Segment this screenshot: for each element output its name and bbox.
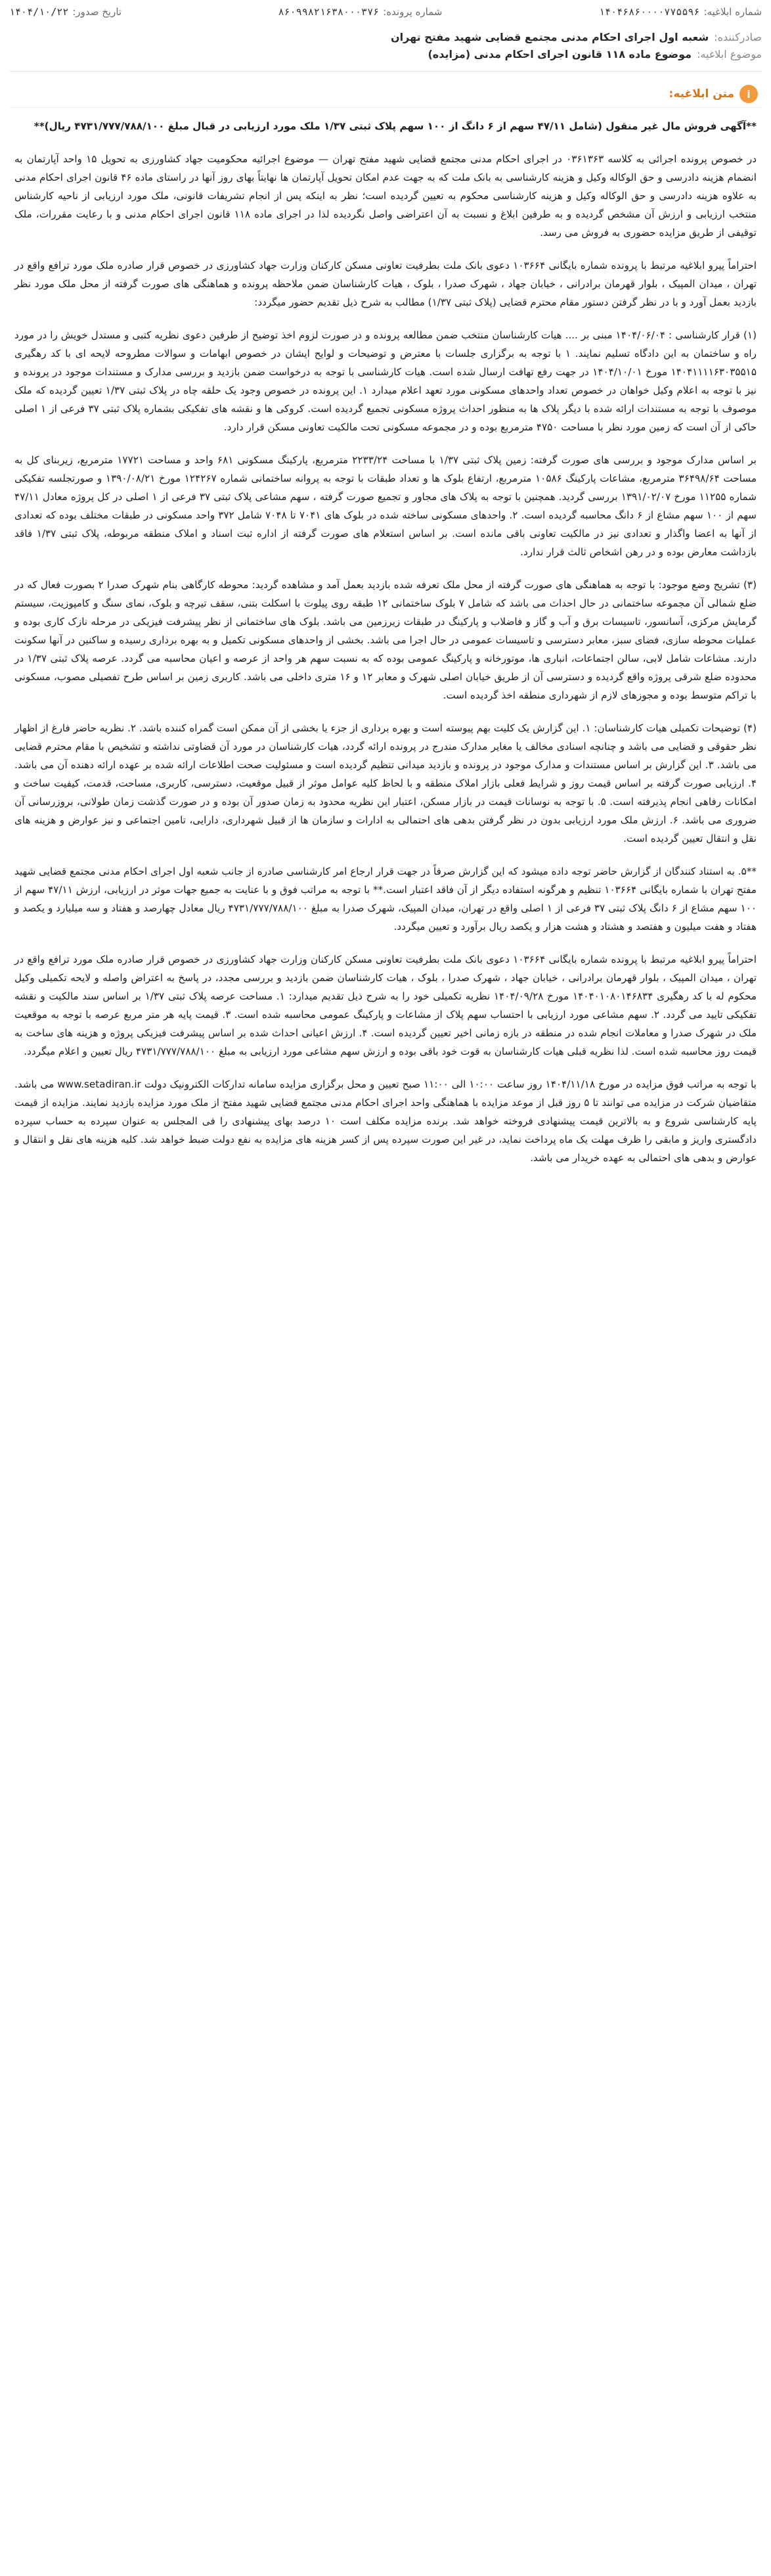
notice-paragraph: **۵. به استناد کنندگان از گزارش حاضر توجه داده میشود که این گزارش صرفاً در جهت قرار ارجاع امر کارشناسی صادره از جانب شعبه اول اجرای احکام مدنی مجتمع قضایی شهید مفتح تهران با شماره بایگانی ۱۰۳۶۶۴ تنظیم و هرگونه استفاده دیگر از آن فاقد اعتبار است.** با توجه به مراتب فوق و با عنایت به جمیع جهات موثر در ارزیابی، ارزش ۴۷/۱۱ سهم از ۱۰۰ سهم مشاع از ۶ دانگ پلاک ثبتی ۳۷ فرعی از ۱ اصلی واقع در تهران، میدان المپیک، شهرک صدرا به مبلغ ۴۷۳۱/۷۷۷/۷۸۸/۱۰۰ ریال معادل چهارصد و هفتاد و سه میلیارد و یکصد و هفتاد و هفت میلیون و هفتصد و هشتاد و هشت هزار و یکصد ریال برآورد و تعیین میگردد. <box>14 865 757 932</box>
case-number-label: شماره پرونده: <box>383 6 443 18</box>
notice-number <box>599 6 762 18</box>
info-icon: i <box>739 85 758 103</box>
subject-value: موضوع ماده ۱۱۸ قانون اجرای احکام مدنی (مزایده) <box>428 48 692 60</box>
issuer-value: شعبه اول اجرای احکام مدنی مجتمع قضایی شهید مفتح تهران <box>390 31 709 43</box>
notice-text-header <box>9 81 762 108</box>
notice-body <box>9 117 762 1167</box>
subject-label: موضوع ابلاغیه: <box>697 48 762 60</box>
case-number-value: ۸۶۰۹۹۸۲۱۶۳۸۰۰۰۳۷۶ <box>278 6 380 18</box>
notice-paragraph: احتراماً پیرو ابلاغیه مرتبط با پرونده شماره بایگانی ۱۰۳۶۶۴ دعوی بانک ملت بطرفیت تعاونی مسکن کارکنان وزارت جهاد کشاورزی در خصوص قرار صادره ملک مورد ترافع واقع در تهران ، میدان المپیک ، بلوار قهرمان برادرانی ، خیابان جهاد ، شهرک صدرا ، بلوک ، هیات کارشناسان ضمن بازدید و بررسی مجدد، در پاسخ به اعتراض واصله و لایحه تکمیلی وکیل محکوم له با کد رهگیری ۱۴۰۴۰۱۰۸۰۱۴۶۸۳۴ مورخ ۱۴۰۴/۰۹/۲۸ نظریه تکمیلی خود را به شرح ذیل تقدیم میدارد: ۱. مساحت عرصه پلاک ثبتی ۱/۳۷ بر اساس سند مالکیت و نقشه تفکیکی تایید می گردد. ۲. سهم مشاعی مورد ارزیابی با احتساب سهم پلاک از مشاعات و پارکینگ عمومی محاسبه شده است. ۳. قیمت پایه هر متر مربع عرصه با توجه به موقعیت ملک در شهرک صدرا و معاملات انجام شده در منطقه در بازه زمانی اخیر تعیین گردیده است. ۴. ارزش اعیانی احداث شده بر اساس پیشرفت فیزیکی پروژه و هزینه های ساخت به قیمت روز محاسبه شده است. لذا نظریه قبلی هیات کارشناسان به قوت خود باقی بوده و ارزش سهم مشاعی مورد ارزیابی به مبلغ ۴۷۳۱/۷۷۷/۷۸۸/۱۰۰ ریال تعیین و اعلام میگردد. <box>14 954 757 1057</box>
notice-paragraph: با توجه به مراتب فوق مزایده در مورخ ۱۴۰۴/۱۱/۱۸ روز ساعت ۱۰:۰۰ الی ۱۱:۰۰ صبح تعیین و محل برگزاری مزایده سامانه تدارکات الکترونیک دولت www.setadiran.ir می باشد. متقاضیان شرکت در مزایده می توانند تا ۵ روز قبل از موعد مزایده با هماهنگی واحد اجرای احکام مدنی مجتمع قضایی شهید مفتح از ملک مورد مزایده بازدید نمایند. مزایده از قیمت پایه کارشناسی شروع و به بالاترین قیمت پیشنهادی فروخته خواهد شد. برنده مزایده مکلف است ۱۰ درصد بهای پیشنهادی را فی المجلس به عنوان سپرده به حساب سپرده دادگستری واریز و مابقی را ظرف مهلت یک ماه پرداخت نماید، در غیر این صورت سپرده پس از کسر هزینه های مزایده به نفع دولت ضبط خواهد شد. کلیه هزینه های نقل و انتقال و عوارض و بدهی های احتمالی به عهده خریدار می باشد. <box>14 1078 757 1164</box>
issuer-label: صادرکننده: <box>714 31 762 43</box>
notice-meta-bar <box>9 4 762 20</box>
notice-paragraph: احتراماً پیرو ابلاغیه مرتبط با پرونده شماره بایگانی ۱۰۳۶۶۴ دعوی بانک ملت بطرفیت تعاونی مسکن کارکنان وزارت جهاد کشاورزی در خصوص قرار صادره ملک مورد ترافع واقع در تهران ، میدان المپیک ، بلوار قهرمان برادرانی ، خیابان جهاد ، شهرک صدرا ، بلوک ، هیات کارشناسان ضمن ملاحظه پرونده و هماهنگی های صورت گرفته از محل ملک مورد نظر بازدید بعمل آورد و با در نظر گرفتن دستور مقام محترم قضایی (پلاک ثبتی ۱/۳۷) مطالب به شرح ذیل تقدیم حضور میگردد: <box>14 260 757 308</box>
notice-number-value: ۱۴۰۴۶۸۶۰۰۰۰۷۷۵۵۹۶ <box>599 6 700 18</box>
notice-paragraph: **آگهی فروش مال غیر منقول (شامل ۴۷/۱۱ سهم از ۶ دانگ از ۱۰۰ سهم پلاک ثبتی ۱/۳۷ ملک مورد ارزیابی در قبال مبلغ ۴۷۳۱/۷۷۷/۷۸۸/۱۰۰ ریال)** <box>33 120 757 132</box>
notice-paragraph: بر اساس مدارک موجود و بررسی های صورت گرفته: زمین پلاک ثبتی ۱/۳۷ با مساحت ۲۲۳۳/۲۴ مترمربع، پارکینگ مسکونی ۶۸۱ واحد و مساحت ۱۷۷۲۱ مترمربع، زیربنای کل به مساحت ۳۶۴۹۸/۶۴ مترمربع، مشاعات پارکینگ ۱۰۵۸۶ مترمربع، ارتفاع بلوک ها و تعداد طبقات با توجه به پروانه ساختمانی شماره ۱۲۴۲۶۷ مورخ ۱۳۹۰/۰۸/۲۱ و صورتجلسه تفکیکی شماره ۱۱۲۵۵ مورخ ۱۳۹۱/۰۲/۰۷ بررسی گردید. همچنین با توجه به پلاک های مجاور و تجمیع صورت گرفته ، سهم مشاعی پلاک ثبتی ۳۷ فرعی از ۱ اصلی در کل پروژه معادل ۴۷/۱۱ سهم از ۱۰۰ سهم مشاع از ۶ دانگ محاسبه گردیده است. ۲. واحدهای مسکونی ساخته شده در بلوک های ۷۰۴۱ تا ۷۰۴۸ شامل ۳۷۲ واحد مسکونی در طبقات مختلف بوده که تعدادی از آنها به اعضا واگذار و تعدادی نیز در مالکیت تعاونی باقی مانده است. بر اساس استعلام های صورت گرفته از اداره ثبت اسناد و املاک منطقه مربوطه، پلاک ثبتی ۱/۳۷ فاقد بازداشت معارض بوده و در رهن اشخاص ثالث قرار ندارد. <box>14 454 757 558</box>
header-divider <box>9 71 762 72</box>
notice-paragraph: در خصوص پرونده اجرائی به کلاسه ۰۳۶۱۳۶۳ در اجرای احکام مدنی مجتمع قضایی شهید مفتح تهران — موضوع اجرائیه محکومیت جهاد کشاورزی به تحویل ۱۵ واحد آپارتمان به انضمام هزینه دادرسی و حق الوکاله وکیل و هزینه کارشناسی به بانک ملت که به جهت عدم امکان تحویل آپارتمان ها نهایتاً بهای روز آنها در راستای ماده ۴۶ قانون اجرای احکام مدنی به علاوه هزینه دادرسی و حق الوکاله وکیل و هزینه کارشناسی محکوم به تعیین گردیده است؛ نظر به اینکه پس از انجام تشریفات قانونی، ملک مورد ارزیابی از ناحیه کارشناس منتخب ارزیابی و ارزش آن مشخص گردیده و به طرفین ابلاغ و نسبت به آن اعتراضی واصل نگردیده لذا در اجرای ماده ۱۱۸ قانون اجرای احکام مدنی و با رعایت مقررات، ملک توقیفی از طریق مزایده حضوری به فروش می رسد. <box>14 153 757 239</box>
notice-paragraph: (۳) تشریح وضع موجود: با توجه به هماهنگی های صورت گرفته از محل ملک تعرفه شده بازدید بعمل آمد و مشاهده گردید: محوطه کارگاهی بنام شهرک صدرا ۲ بصورت فعال که در ضلع شمالی آن مجموعه ساختمانی در حال احداث می باشد که شامل ۷ بلوک ساختمانی ۱۲ طبقه روی پیلوت با اسکلت بتنی، سقف تیرچه و بلوک، نمای سنگ و کامپوزیت، سیستم گرمایش مرکزی، آسانسور، تاسیسات برق و آب و گاز و فاضلاب و پارکینگ در طبقات زیرزمین می باشد. بلوک های ساختمانی از نظر پیشرفت فیزیکی در مرحله نازک کاری بوده و عملیات محوطه سازی، فضای سبز، معابر دسترسی و تاسیسات عمومی در حال اجرا می باشد. بخشی از واحدهای مسکونی تکمیل و به بهره برداری رسیده و ساکنین در آنها سکونت دارند. مشاعات شامل لابی، سالن اجتماعات، انباری ها، موتورخانه و پارکینگ عمومی بوده که به نسبت سهم هر واحد از عرصه و اعیان محاسبه می گردد. عرصه پلاک ثبتی ۱/۳۷ در محدوده ضلع شرقی پروژه واقع گردیده و دسترسی آن از طریق خیابان اصلی شهرک و معابر ۱۲ و ۱۶ متری داخلی می باشد. کاربری زمین بر اساس طرح تفصیلی مصوب، مسکونی با تراکم متوسط بوده و مجوزهای لازم از شهرداری منطقه اخذ گردیده است. <box>14 579 757 701</box>
notice-text-title: متن ابلاغیه: <box>669 87 734 101</box>
notice-paragraph: (۱) قرار کارشناسی : ۱۴۰۴/۰۶/۰۴ مبنی بر .... هیات کارشناسان منتخب ضمن مطالعه پرونده و در صورت لزوم اخذ توضیح از طرفین دعوی نظریه کتبی و مستدل خویش را در مورد راه و ساختمان به این دادگاه تسلیم نمایند. ۱ با توجه به برگزاری جلسات با معترض و توضیحات و لوایح ایشان در خصوص ابهامات و سوالات مطروحه لایحه ای با کد رهگیری ۱۴۰۴۱۱۱۱۶۳۰۳۵۵۱۵ مورخ ۱۴۰۴/۱۰/۰۱ در جهت رفع تهافت ارسال شده است. هیات کارشناسی با توجه به درخواست ضمن بازدید و بررسی مدارک و مستندات موجود در پرونده و نیز با توجه به اعلام وکیل خواهان در خصوص تعداد واحدهای مسکونی مورد تعهد اعلام میدارد ۱. این پرونده در خصوص وجود یک حلقه چاه در پلاک ثبتی ۱/۳۷ تعیین گردیده که ملک موصوف با توجه به مستندات ارائه شده با دیگر پلاک ها به منظور احداث پروژه مسکونی تجمیع گردیده است. کروکی ها و نقشه های تفکیکی بشماره پلاک ثبتی ۳۷ فرعی از ۱ اصلی حاکی از آن است که زمین مورد نظر با مساحت ۴۷۵۰ مترمربع بوده و در مجموعه مسکونی تحت مالکیت تعاونی مسکن قرار دارد. <box>14 329 757 433</box>
subject-row <box>9 46 762 63</box>
case-number <box>278 6 443 18</box>
issue-date <box>9 6 121 18</box>
notice-paragraph: (۴) توضیحات تکمیلی هیات کارشناسان: ۱. این گزارش یک کلیت بهم پیوسته است و بهره برداری از جزء یا بخشی از آن ممکن است گمراه کننده باشد. ۲. نظریه حاضر فارغ از اظهار نظر حقوقی و قضایی می باشد و چنانچه اسنادی مخالف یا مغایر مدارک مندرج در پرونده ارائه گردد، هیات کارشناسان در مورد آن قضاوتی نداشته و تشخیص با مقام محترم قضایی می باشد. ۳. این گزارش بر اساس مستندات و مدارک موجود در پرونده و بازدید میدانی تنظیم گردیده است و مسئولیت صحت اطلاعات ارائه شده بر عهده ارائه دهنده آن می باشد. ۴. ارزیابی صورت گرفته بر اساس قیمت روز و شرایط فعلی بازار املاک منطقه و با لحاظ کلیه عوامل موثر از قبیل موقعیت، دسترسی، کاربری، مساحت، قدمت، کیفیت ساخت و امکانات رفاهی انجام پذیرفته است. ۵. با توجه به نوسانات قیمت در بازار مسکن، اعتبار این نظریه محدود به زمان صدور آن بوده و در صورت گذشت زمان طولانی، بروزرسانی آن ضروری می باشد. ۶. ارزش ملک مورد ارزیابی بدون در نظر گرفتن بدهی های احتمالی به ادارات و سازمان ها از قبیل شهرداری، دارایی، تامین اجتماعی و نیز عوارض و هزینه های نقل و انتقال تعیین گردیده است. <box>14 722 757 844</box>
issue-date-value: ۱۴۰۴/۱۰/۲۲ <box>9 6 69 18</box>
notice-number-label: شماره ابلاغیه: <box>703 6 762 18</box>
issue-date-label: تاریخ صدور: <box>72 6 122 18</box>
issuer-row <box>9 29 762 46</box>
